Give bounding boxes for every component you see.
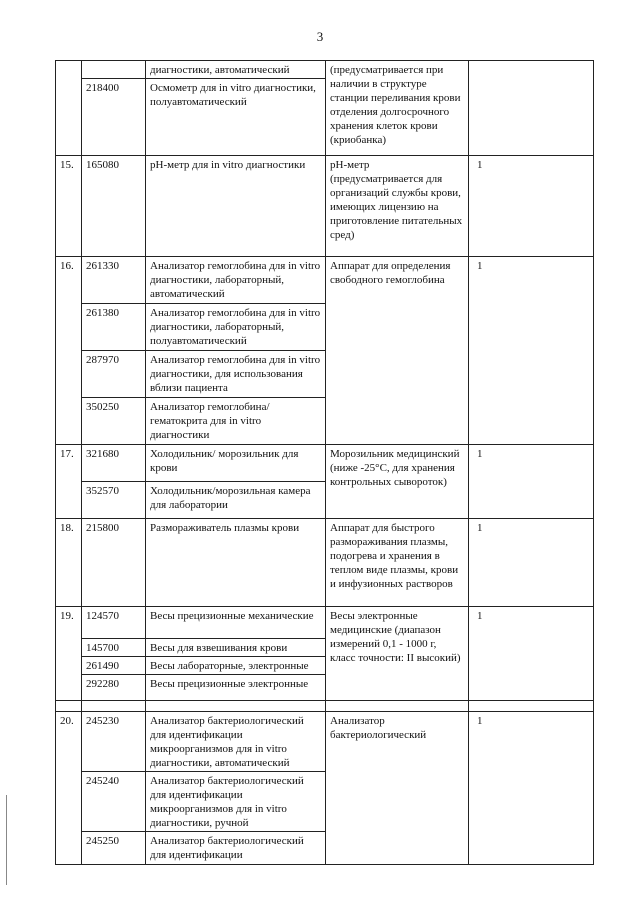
item-code: 261330 [82,257,146,304]
item-code: 218400 [82,79,146,156]
item-code: 245250 [82,832,146,865]
replacement-equipment: (предусматривается при наличии в структуре станции переливания крови отделения долгосрочного хранения клеток крови (криобанка) [326,61,469,156]
quantity [469,61,594,156]
item-name: Анализатор гемоглобина/гематокрита для in vitro диагностики [146,398,326,445]
item-code: 292280 [82,675,146,701]
row-number: 19. [56,607,82,701]
equipment-table [55,60,594,865]
item-code: 287970 [82,351,146,398]
item-code: 165080 [82,156,146,257]
item-code: 321680 [82,445,146,482]
item-name: Весы прецизионные электронные [146,675,326,701]
item-name: Весы прецизионные механические [146,607,326,639]
item-name: Анализатор гемоглобина для in vitro диагностики, для использования вблизи пациента [146,351,326,398]
row-number: 16. [56,257,82,445]
table-row [56,712,594,772]
replacement-equipment: Морозильник медицинский (ниже -25°С, для хранения контрольных сывороток) [326,445,469,519]
item-code: 261380 [82,304,146,351]
row-number: 20. [56,712,82,865]
row-number: 18. [56,519,82,607]
replacement-equipment: Аппарат для быстрого размораживания плазмы, подогрева и хранения в теплом виде плазмы, крови и инфузионных растворов [326,519,469,607]
table-row [56,607,594,639]
replacement-equipment: pH-метр (предусматривается для организаций службы крови, имеющих лицензию на приготовление питательных сред) [326,156,469,257]
replacement-equipment: Аппарат для определения свободного гемоглобина [326,257,469,445]
item-code: 352570 [82,482,146,519]
page-number: 3 [316,29,324,44]
item-code [82,61,146,79]
item-name: диагностики, автоматический [146,61,326,79]
item-name: Холодильник/морозильная камера для лаборатории [146,482,326,519]
item-code: 261490 [82,657,146,675]
quantity: 1 [469,607,594,701]
row-number: 15. [56,156,82,257]
quantity: 1 [469,156,594,257]
item-name: Размораживатель плазмы крови [146,519,326,607]
margin-line [6,795,7,885]
row-number [56,61,82,156]
table-row [56,156,594,257]
item-name: Весы для взвешивания крови [146,639,326,657]
quantity: 1 [469,712,594,865]
quantity: 1 [469,257,594,445]
item-name: Анализатор гемоглобина для in vitro диагностики, лабораторный, автоматический [146,257,326,304]
item-name: Анализатор бактериологический для идентификации микроорганизмов для in vitro диагностики, ручной [146,772,326,832]
item-name: Анализатор гемоглобина для in vitro диагностики, лабораторный, полуавтоматический [146,304,326,351]
table-row [56,61,594,79]
table-row [56,519,594,607]
replacement-equipment: Весы электронные медицинские (диапазон измерений 0,1 - 1000 г, класс точности: II высокий) [326,607,469,701]
item-code: 350250 [82,398,146,445]
item-name: pH-метр для in vitro диагностики [146,156,326,257]
quantity: 1 [469,445,594,519]
item-name: Холодильник/ морозильник для крови [146,445,326,482]
item-name: Анализатор бактериологический для идентификации микроорганизмов для in vitro диагностики, автоматический [146,712,326,772]
item-name: Анализатор бактериологический для идентификации [146,832,326,865]
quantity: 1 [469,519,594,607]
item-code: 145700 [82,639,146,657]
spacer-row [56,701,594,712]
item-code: 245230 [82,712,146,772]
item-code: 124570 [82,607,146,639]
item-code: 245240 [82,772,146,832]
table-row [56,257,594,304]
replacement-equipment: Анализатор бактериологический [326,712,469,865]
item-name: Весы лабораторные, электронные [146,657,326,675]
row-number: 17. [56,445,82,519]
table-row [56,445,594,482]
item-name: Осмометр для in vitro диагностики, полуавтоматический [146,79,326,156]
item-code: 215800 [82,519,146,607]
